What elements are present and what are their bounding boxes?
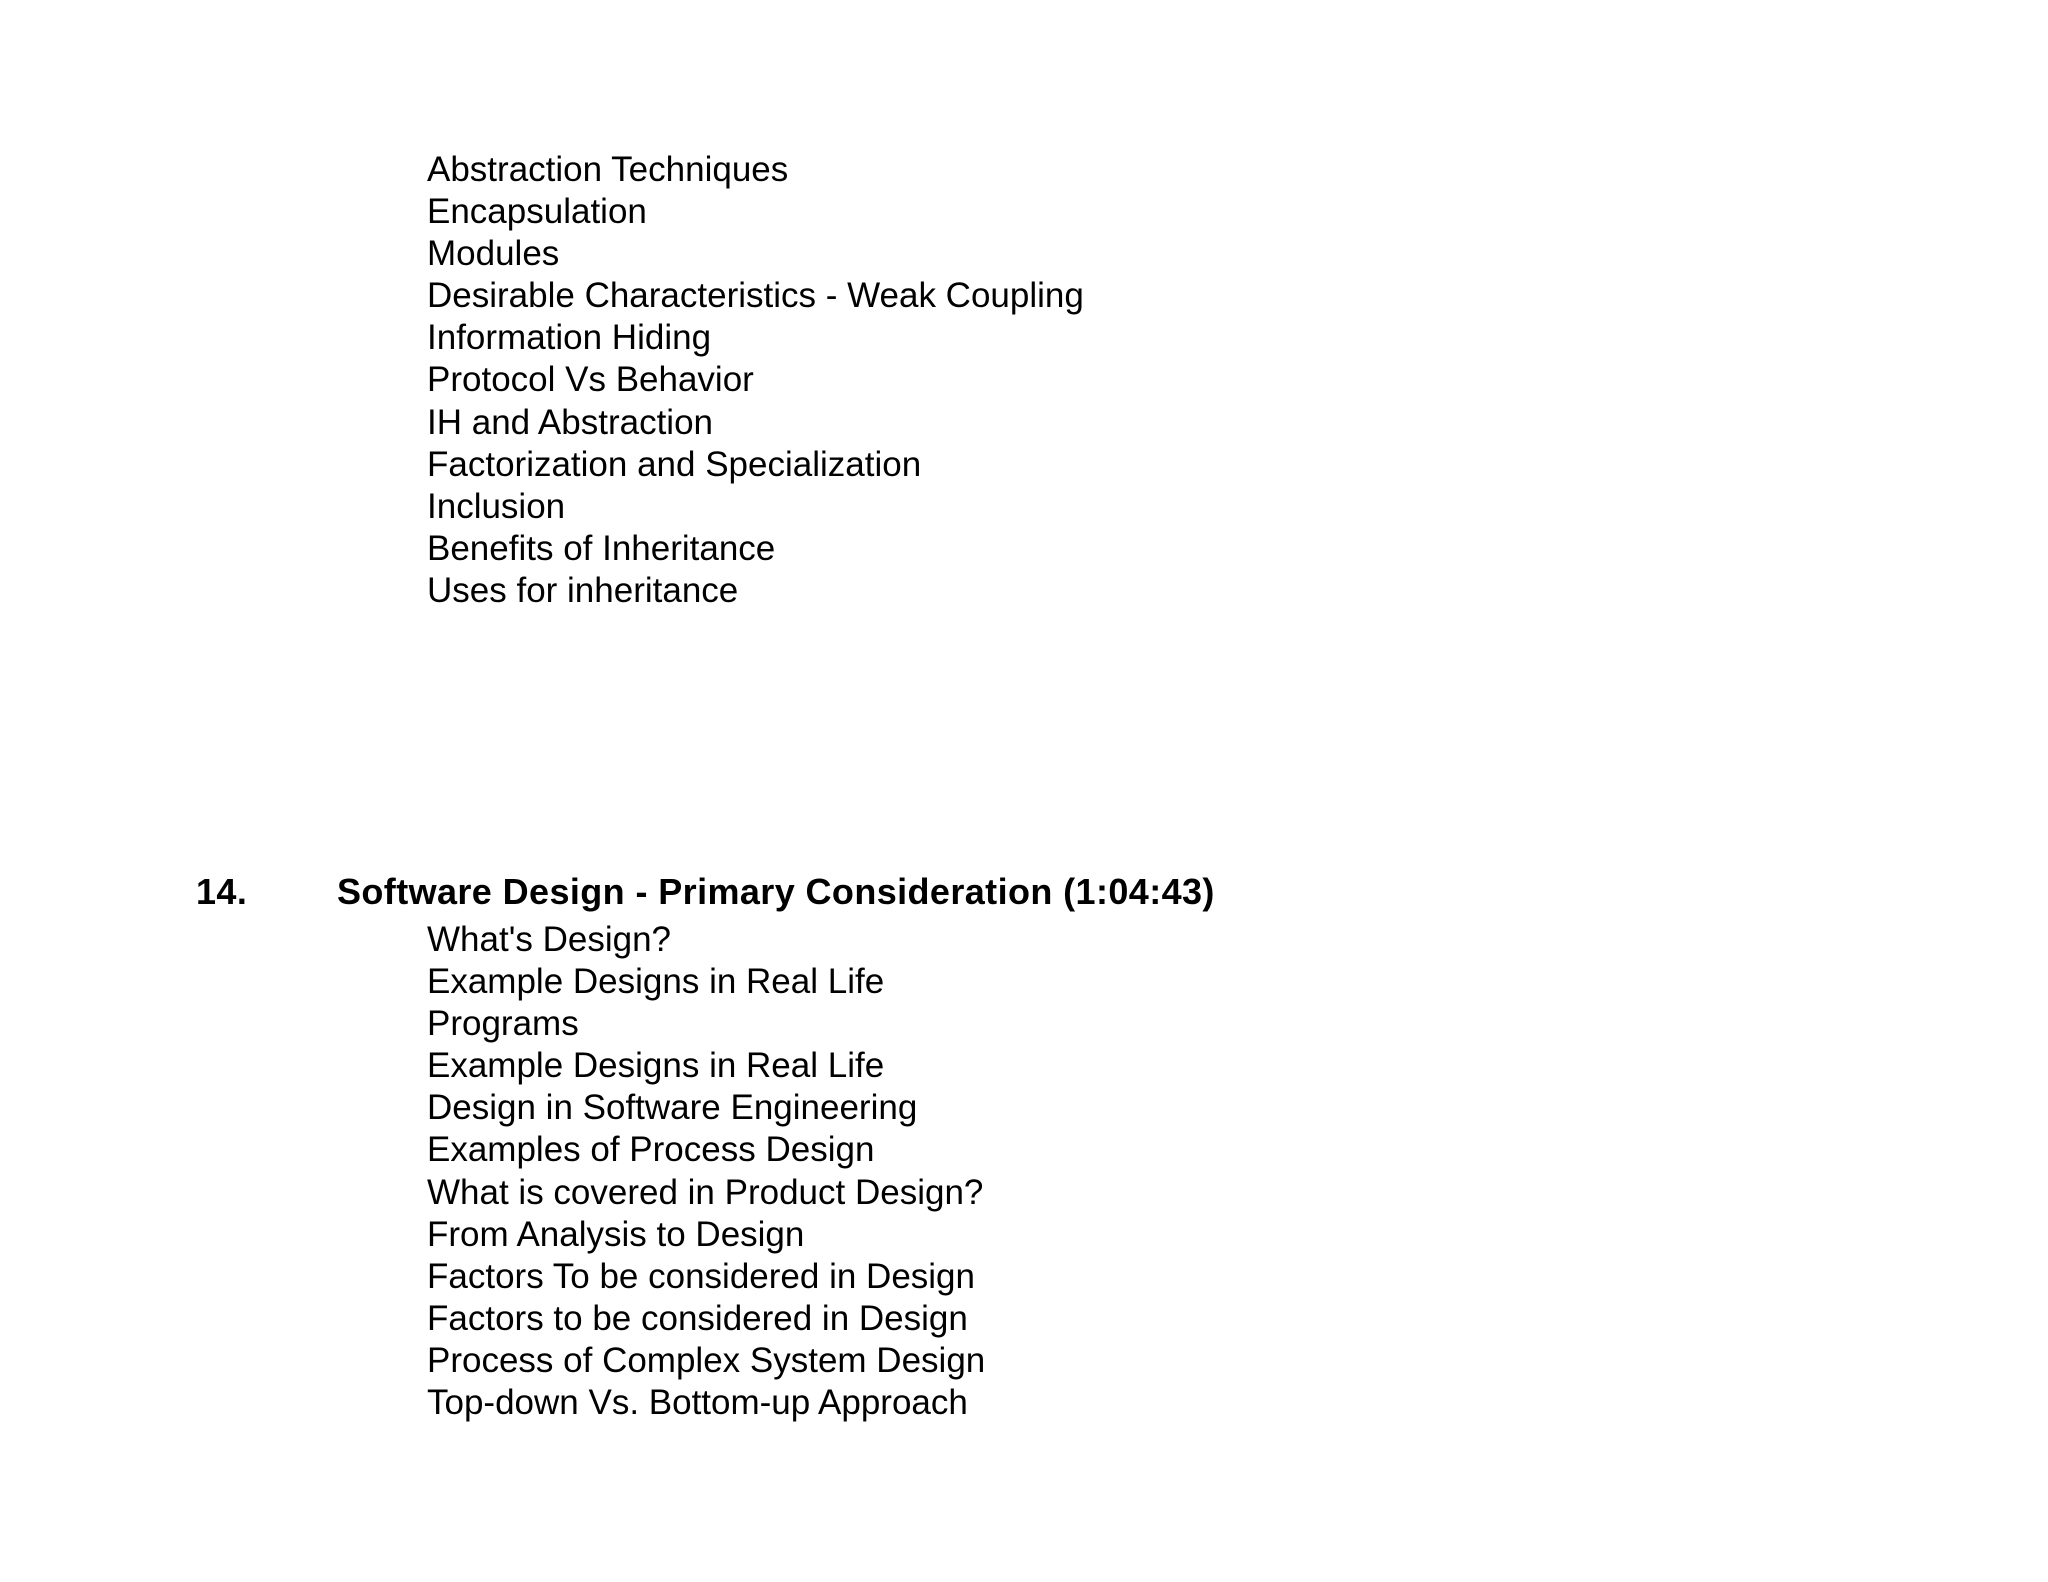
- topic-item: What's Design?: [427, 920, 672, 959]
- topic-item: Factorization and Specialization: [427, 444, 922, 484]
- topic-item: Protocol Vs Behavior: [427, 360, 754, 400]
- topic-item: Factors To be considered in Design: [427, 1256, 975, 1296]
- topic-item: Examples of Process Design: [427, 1130, 875, 1170]
- section-title: Software Design - Primary Consideration (1:04:43): [337, 871, 1215, 912]
- topic-item: Factors to be considered in Design: [427, 1298, 968, 1338]
- section-14-topic-list: [427, 919, 985, 1424]
- topic-item: Modules: [427, 234, 560, 274]
- topic-item: Information Hiding: [427, 318, 712, 358]
- topic-item: Design in Software Engineering: [427, 1088, 918, 1128]
- topic-item: IH and Abstraction: [427, 402, 713, 442]
- topic-item: Top-down Vs. Bottom-up Approach: [427, 1383, 968, 1423]
- topic-item: Inclusion: [427, 486, 566, 526]
- topic-item: Example Designs in Real Life: [427, 962, 885, 1002]
- topic-item: Abstraction Techniques: [427, 150, 789, 189]
- topic-item: Example Designs in Real Life: [427, 1046, 885, 1086]
- topic-item: From Analysis to Design: [427, 1214, 805, 1254]
- topic-item: Programs: [427, 1004, 579, 1044]
- previous-section-topic-list: [427, 149, 1084, 612]
- topic-item: Desirable Characteristics - Weak Coupling: [427, 276, 1084, 316]
- topic-item: Encapsulation: [427, 192, 647, 232]
- section-number: 14.: [196, 871, 248, 912]
- topic-item: What is covered in Product Design?: [427, 1172, 984, 1212]
- topic-item: Benefits of Inheritance: [427, 528, 776, 568]
- topic-item: Process of Complex System Design: [427, 1340, 986, 1380]
- topic-item: Uses for inheritance: [427, 570, 739, 610]
